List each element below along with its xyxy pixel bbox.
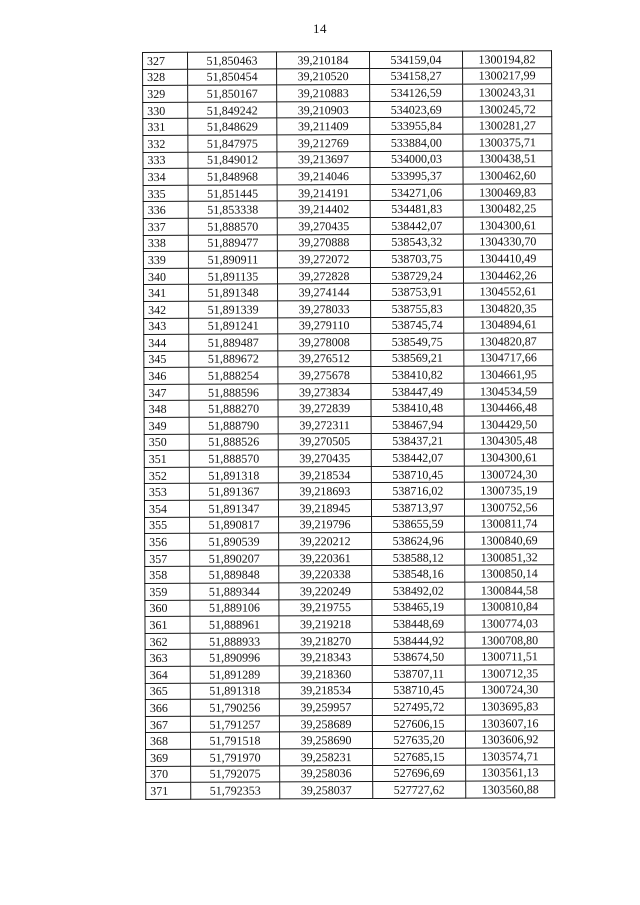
y-coordinate-cell: 1300735,19 — [464, 482, 553, 499]
point-number-cell: 355 — [145, 517, 190, 534]
latitude-cell: 51,891367 — [189, 483, 278, 500]
table-row — [143, 67, 552, 85]
x-coordinate-cell: 538410,82 — [371, 366, 464, 383]
point-number-cell: 348 — [144, 401, 189, 418]
point-number-cell: 349 — [144, 417, 189, 434]
latitude-cell: 51,847975 — [188, 135, 277, 152]
table-row — [144, 283, 553, 301]
x-coordinate-cell: 538548,16 — [372, 566, 465, 583]
x-coordinate-cell: 527635,20 — [372, 731, 465, 748]
x-coordinate-cell: 538442,07 — [371, 449, 464, 466]
point-number-cell: 331 — [143, 119, 188, 136]
longitude-cell: 39,218270 — [279, 632, 372, 649]
x-coordinate-cell: 534158,27 — [370, 68, 463, 85]
longitude-cell: 39,274144 — [278, 284, 371, 301]
y-coordinate-cell: 1300752,56 — [464, 499, 553, 516]
x-coordinate-cell: 533884,00 — [370, 134, 463, 151]
x-coordinate-cell: 534271,06 — [370, 184, 463, 201]
latitude-cell: 51,888961 — [190, 616, 279, 633]
longitude-cell: 39,218693 — [278, 483, 371, 500]
point-number-cell: 363 — [145, 650, 190, 667]
longitude-cell: 39,258690 — [279, 732, 372, 749]
table-row — [145, 582, 554, 600]
latitude-cell: 51,889106 — [190, 600, 279, 617]
y-coordinate-cell: 1300724,30 — [464, 466, 553, 483]
point-number-cell: 339 — [143, 251, 188, 268]
y-coordinate-cell: 1300810,84 — [465, 598, 554, 615]
page-number: 14 — [313, 21, 327, 36]
longitude-cell: 39,259957 — [279, 699, 372, 716]
table-row — [143, 266, 552, 284]
x-coordinate-cell: 538447,49 — [371, 383, 464, 400]
table-row — [143, 51, 552, 69]
table-row — [143, 183, 552, 201]
latitude-cell: 51,853338 — [188, 201, 277, 218]
longitude-cell: 39,270888 — [277, 234, 370, 251]
y-coordinate-cell: 1304462,26 — [463, 266, 552, 283]
point-number-cell: 328 — [143, 69, 188, 86]
point-number-cell: 370 — [146, 766, 191, 783]
longitude-cell: 39,211409 — [277, 118, 370, 135]
x-coordinate-cell: 538710,45 — [371, 466, 464, 483]
latitude-cell: 51,890207 — [190, 550, 279, 567]
latitude-cell: 51,888596 — [189, 384, 278, 401]
point-number-cell: 341 — [144, 285, 189, 302]
point-number-cell: 352 — [144, 467, 189, 484]
y-coordinate-cell: 1300840,69 — [465, 532, 554, 549]
latitude-cell: 51,891241 — [189, 317, 278, 334]
point-number-cell: 332 — [143, 135, 188, 152]
latitude-cell: 51,889848 — [190, 566, 279, 583]
x-coordinate-cell: 533995,37 — [370, 167, 463, 184]
longitude-cell: 39,273834 — [278, 383, 371, 400]
point-number-cell: 365 — [145, 683, 190, 700]
latitude-cell: 51,891347 — [189, 500, 278, 517]
y-coordinate-cell: 1300217,99 — [463, 67, 552, 84]
table-row — [144, 499, 553, 517]
x-coordinate-cell: 538745,74 — [371, 317, 464, 334]
y-coordinate-cell: 1303607,16 — [465, 714, 554, 731]
latitude-cell: 51,890539 — [190, 533, 279, 550]
y-coordinate-cell: 1300851,32 — [465, 549, 554, 566]
table-row — [143, 200, 552, 218]
longitude-cell: 39,219796 — [279, 516, 372, 533]
point-number-cell: 364 — [145, 666, 190, 683]
y-coordinate-cell: 1304300,61 — [463, 217, 552, 234]
point-number-cell: 366 — [145, 699, 190, 716]
table-row — [144, 366, 553, 384]
table-row — [146, 748, 555, 766]
y-coordinate-cell: 1300469,83 — [463, 183, 552, 200]
x-coordinate-cell: 534126,59 — [370, 84, 463, 101]
x-coordinate-cell: 538655,59 — [372, 516, 465, 533]
longitude-cell: 39,210883 — [277, 85, 370, 102]
latitude-cell: 51,889487 — [189, 334, 278, 351]
x-coordinate-cell: 538674,50 — [372, 648, 465, 665]
longitude-cell: 39,272311 — [278, 417, 371, 434]
y-coordinate-cell: 1300462,60 — [463, 167, 552, 184]
table-row — [143, 217, 552, 235]
longitude-cell: 39,213697 — [277, 151, 370, 168]
table-row — [145, 615, 554, 633]
y-coordinate-cell: 1300375,71 — [463, 134, 552, 151]
table-row — [146, 764, 555, 782]
x-coordinate-cell: 538588,12 — [372, 549, 465, 566]
table-row — [144, 399, 553, 417]
point-number-cell: 350 — [144, 434, 189, 451]
table-row — [145, 681, 554, 699]
longitude-cell: 39,278033 — [278, 300, 371, 317]
latitude-cell: 51,850463 — [188, 52, 277, 69]
y-coordinate-cell: 1300482,25 — [463, 200, 552, 217]
longitude-cell: 39,272839 — [278, 400, 371, 417]
y-coordinate-cell: 1304717,66 — [464, 349, 553, 366]
coordinates-table-body — [143, 51, 555, 799]
longitude-cell: 39,220212 — [279, 533, 372, 550]
table-row — [144, 349, 553, 367]
point-number-cell: 333 — [143, 152, 188, 169]
table-row — [145, 665, 554, 683]
point-number-cell: 337 — [143, 218, 188, 235]
table-row — [143, 117, 552, 135]
point-number-cell: 368 — [145, 733, 190, 750]
table-row — [143, 150, 552, 168]
coordinates-table — [142, 50, 555, 800]
table-row — [145, 565, 554, 583]
point-number-cell: 342 — [144, 301, 189, 318]
y-coordinate-cell: 1300708,80 — [465, 631, 554, 648]
latitude-cell: 51,850454 — [188, 69, 277, 86]
y-coordinate-cell: 1303574,71 — [466, 748, 555, 765]
latitude-cell: 51,848968 — [188, 168, 277, 185]
x-coordinate-cell: 538448,69 — [372, 615, 465, 632]
table-row — [144, 449, 553, 467]
longitude-cell: 39,272828 — [277, 267, 370, 284]
latitude-cell: 51,890996 — [190, 649, 279, 666]
y-coordinate-cell: 1300281,27 — [463, 117, 552, 134]
table-row — [144, 333, 553, 351]
point-number-cell: 330 — [143, 102, 188, 119]
longitude-cell: 39,218534 — [279, 682, 372, 699]
table-row — [143, 84, 552, 102]
point-number-cell: 345 — [144, 351, 189, 368]
latitude-cell: 51,888933 — [190, 633, 279, 650]
x-coordinate-cell: 538707,11 — [372, 665, 465, 682]
table-row — [144, 316, 553, 334]
x-coordinate-cell: 538755,83 — [371, 300, 464, 317]
longitude-cell: 39,279110 — [278, 317, 371, 334]
longitude-cell: 39,270505 — [278, 433, 371, 450]
latitude-cell: 51,888526 — [189, 434, 278, 451]
longitude-cell: 39,270435 — [278, 450, 371, 467]
latitude-cell: 51,891339 — [189, 301, 278, 318]
latitude-cell: 51,889344 — [190, 583, 279, 600]
longitude-cell: 39,218945 — [278, 500, 371, 517]
table-row — [145, 532, 554, 550]
x-coordinate-cell: 538467,94 — [371, 416, 464, 433]
longitude-cell: 39,220361 — [279, 549, 372, 566]
x-coordinate-cell: 538753,91 — [371, 283, 464, 300]
table-row — [144, 416, 553, 434]
longitude-cell: 39,214191 — [277, 184, 370, 201]
point-number-cell: 359 — [145, 583, 190, 600]
longitude-cell: 39,219218 — [279, 616, 372, 633]
y-coordinate-cell: 1300850,14 — [465, 565, 554, 582]
table-row — [143, 134, 552, 152]
point-number-cell: 356 — [145, 534, 190, 551]
longitude-cell: 39,218343 — [279, 649, 372, 666]
x-coordinate-cell: 538492,02 — [372, 582, 465, 599]
latitude-cell: 51,791518 — [190, 732, 279, 749]
point-number-cell: 346 — [144, 368, 189, 385]
x-coordinate-cell: 534481,83 — [370, 200, 463, 217]
latitude-cell: 51,888570 — [188, 218, 277, 235]
point-number-cell: 338 — [143, 235, 188, 252]
latitude-cell: 51,890911 — [188, 251, 277, 268]
x-coordinate-cell: 538442,07 — [370, 217, 463, 234]
point-number-cell: 367 — [145, 716, 190, 733]
table-row — [143, 167, 552, 185]
point-number-cell: 347 — [144, 384, 189, 401]
x-coordinate-cell: 538437,21 — [371, 433, 464, 450]
table-row — [144, 482, 553, 500]
x-coordinate-cell: 527685,15 — [373, 748, 466, 765]
x-coordinate-cell: 534023,69 — [370, 101, 463, 118]
point-number-cell: 344 — [144, 334, 189, 351]
x-coordinate-cell: 538729,24 — [370, 267, 463, 284]
latitude-cell: 51,890817 — [190, 517, 279, 534]
longitude-cell: 39,270435 — [277, 217, 370, 234]
latitude-cell: 51,889672 — [189, 351, 278, 368]
y-coordinate-cell: 1304410,49 — [463, 250, 552, 267]
longitude-cell: 39,220249 — [279, 583, 372, 600]
x-coordinate-cell: 538549,75 — [371, 333, 464, 350]
x-coordinate-cell: 538713,97 — [371, 499, 464, 516]
y-coordinate-cell: 1300438,51 — [463, 150, 552, 167]
latitude-cell: 51,790256 — [190, 699, 279, 716]
y-coordinate-cell: 1303606,92 — [465, 731, 554, 748]
y-coordinate-cell: 1303695,83 — [465, 698, 554, 715]
point-number-cell: 358 — [145, 567, 190, 584]
y-coordinate-cell: 1304429,50 — [464, 416, 553, 433]
table-row — [143, 100, 552, 118]
longitude-cell: 39,214046 — [277, 168, 370, 185]
y-coordinate-cell: 1304300,61 — [464, 449, 553, 466]
x-coordinate-cell: 538624,96 — [372, 532, 465, 549]
point-number-cell: 360 — [145, 600, 190, 617]
latitude-cell: 51,792353 — [191, 782, 280, 799]
y-coordinate-cell: 1304466,48 — [464, 399, 553, 416]
point-number-cell: 362 — [145, 633, 190, 650]
table-row — [145, 731, 554, 749]
point-number-cell: 329 — [143, 85, 188, 102]
latitude-cell: 51,850167 — [188, 85, 277, 102]
y-coordinate-cell: 1300712,35 — [465, 665, 554, 682]
y-coordinate-cell: 1304330,70 — [463, 233, 552, 250]
table-row — [145, 648, 554, 666]
longitude-cell: 39,220338 — [279, 566, 372, 583]
y-coordinate-cell: 1304305,48 — [464, 432, 553, 449]
y-coordinate-cell: 1303560,88 — [466, 781, 555, 798]
table-row — [145, 515, 554, 533]
x-coordinate-cell: 538710,45 — [372, 682, 465, 699]
x-coordinate-cell: 538703,75 — [370, 250, 463, 267]
x-coordinate-cell: 534000,03 — [370, 151, 463, 168]
y-coordinate-cell: 1304820,35 — [464, 300, 553, 317]
longitude-cell: 39,210520 — [277, 68, 370, 85]
longitude-cell: 39,258036 — [280, 765, 373, 782]
longitude-cell: 39,276512 — [278, 350, 371, 367]
table-row — [143, 233, 552, 251]
table-row — [145, 698, 554, 716]
longitude-cell: 39,212769 — [277, 134, 370, 151]
x-coordinate-cell: 534159,04 — [370, 51, 463, 68]
y-coordinate-cell: 1303561,13 — [466, 764, 555, 781]
longitude-cell: 39,258231 — [280, 748, 373, 765]
point-number-cell: 334 — [143, 168, 188, 185]
x-coordinate-cell: 527495,72 — [372, 698, 465, 715]
x-coordinate-cell: 538465,19 — [372, 599, 465, 616]
longitude-cell: 39,214402 — [277, 201, 370, 218]
latitude-cell: 51,888270 — [189, 400, 278, 417]
table-row — [145, 549, 554, 567]
x-coordinate-cell: 538543,32 — [370, 234, 463, 251]
longitude-cell: 39,258037 — [280, 782, 373, 799]
y-coordinate-cell: 1304552,61 — [464, 283, 553, 300]
x-coordinate-cell: 538716,02 — [371, 483, 464, 500]
point-number-cell: 336 — [143, 202, 188, 219]
longitude-cell: 39,210184 — [277, 52, 370, 69]
latitude-cell: 51,888790 — [189, 417, 278, 434]
longitude-cell: 39,258689 — [279, 715, 372, 732]
y-coordinate-cell: 1304820,87 — [464, 333, 553, 350]
y-coordinate-cell: 1300711,51 — [465, 648, 554, 665]
latitude-cell: 51,848629 — [188, 118, 277, 135]
table-row — [144, 300, 553, 318]
x-coordinate-cell: 527696,69 — [373, 765, 466, 782]
table-row — [146, 781, 555, 799]
y-coordinate-cell: 1300774,03 — [465, 615, 554, 632]
latitude-cell: 51,791970 — [191, 749, 280, 766]
point-number-cell: 361 — [145, 616, 190, 633]
longitude-cell: 39,210903 — [277, 101, 370, 118]
point-number-cell: 357 — [145, 550, 190, 567]
y-coordinate-cell: 1304534,59 — [464, 383, 553, 400]
point-number-cell: 354 — [144, 500, 189, 517]
x-coordinate-cell: 538569,21 — [371, 350, 464, 367]
latitude-cell: 51,891135 — [188, 268, 277, 285]
latitude-cell: 51,891289 — [190, 666, 279, 683]
y-coordinate-cell: 1300724,30 — [465, 681, 554, 698]
y-coordinate-cell: 1300245,72 — [463, 100, 552, 117]
latitude-cell: 51,889477 — [188, 234, 277, 251]
table-row — [145, 631, 554, 649]
table-row — [143, 250, 552, 268]
table-row — [144, 432, 553, 450]
longitude-cell: 39,219755 — [279, 599, 372, 616]
table-row — [144, 466, 553, 484]
latitude-cell: 51,849012 — [188, 151, 277, 168]
latitude-cell: 51,851445 — [188, 185, 277, 202]
table-row — [145, 714, 554, 732]
latitude-cell: 51,891318 — [189, 467, 278, 484]
latitude-cell: 51,849242 — [188, 102, 277, 119]
latitude-cell: 51,891348 — [189, 284, 278, 301]
longitude-cell: 39,272072 — [277, 251, 370, 268]
point-number-cell: 335 — [143, 185, 188, 202]
y-coordinate-cell: 1300243,31 — [463, 84, 552, 101]
point-number-cell: 340 — [143, 268, 188, 285]
latitude-cell: 51,888570 — [189, 450, 278, 467]
latitude-cell: 51,791257 — [190, 716, 279, 733]
y-coordinate-cell: 1304661,95 — [464, 366, 553, 383]
point-number-cell: 343 — [144, 318, 189, 335]
x-coordinate-cell: 533955,84 — [370, 117, 463, 134]
longitude-cell: 39,278008 — [278, 334, 371, 351]
y-coordinate-cell: 1304894,61 — [464, 316, 553, 333]
x-coordinate-cell: 527727,62 — [373, 781, 466, 798]
longitude-cell: 39,218360 — [279, 665, 372, 682]
x-coordinate-cell: 538410,48 — [371, 400, 464, 417]
latitude-cell: 51,888254 — [189, 367, 278, 384]
y-coordinate-cell: 1300194,82 — [462, 51, 551, 68]
x-coordinate-cell: 538444,92 — [372, 632, 465, 649]
latitude-cell: 51,891318 — [190, 682, 279, 699]
point-number-cell: 353 — [144, 484, 189, 501]
point-number-cell: 327 — [143, 52, 188, 69]
y-coordinate-cell: 1300811,74 — [465, 515, 554, 532]
point-number-cell: 369 — [146, 749, 191, 766]
point-number-cell: 371 — [146, 782, 191, 799]
longitude-cell: 39,218534 — [278, 466, 371, 483]
latitude-cell: 51,792075 — [191, 765, 280, 782]
longitude-cell: 39,275678 — [278, 367, 371, 384]
point-number-cell: 351 — [144, 451, 189, 468]
table-row — [145, 598, 554, 616]
y-coordinate-cell: 1300844,58 — [465, 582, 554, 599]
x-coordinate-cell: 527606,15 — [372, 715, 465, 732]
table-row — [144, 383, 553, 401]
